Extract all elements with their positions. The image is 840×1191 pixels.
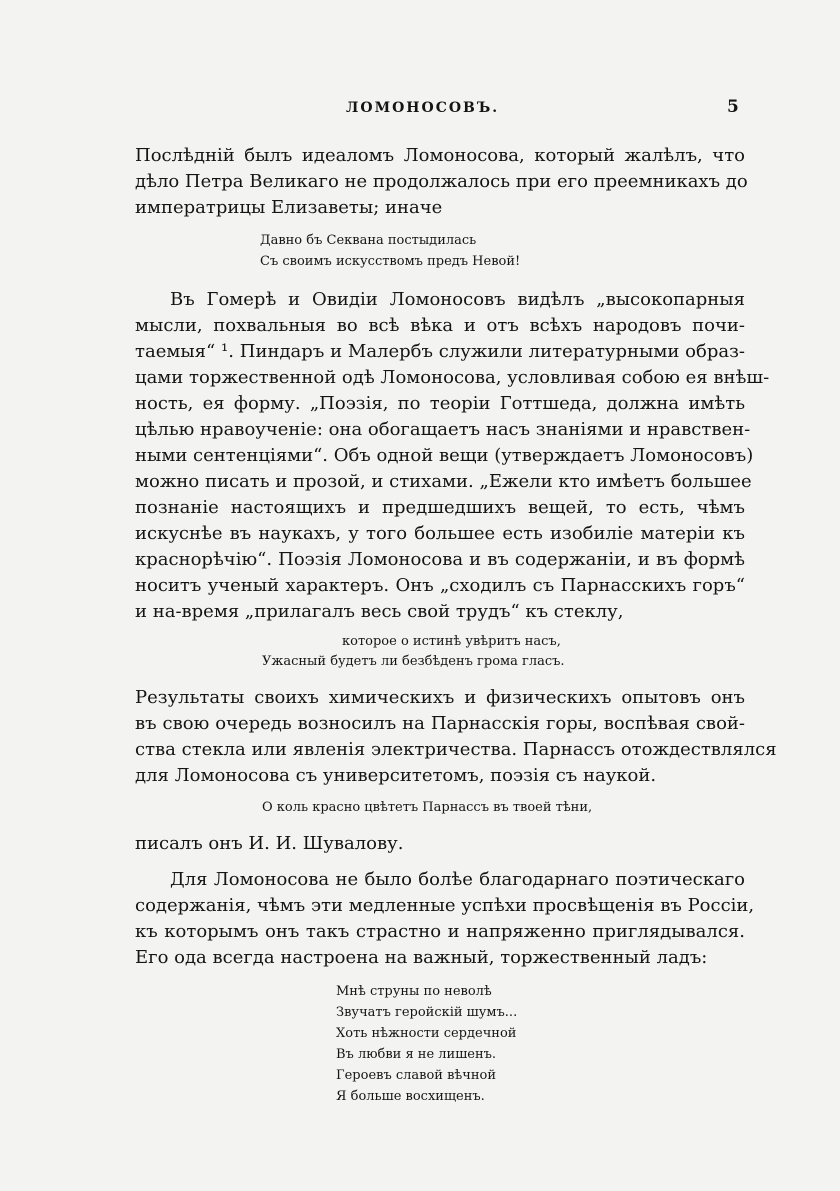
text-line: носитъ ученый характеръ. Онъ „сходилъ съ Парнасскихъ горъ“	[135, 575, 745, 596]
verse-line: Хоть нѣжности сердечной	[336, 1026, 517, 1041]
text-line: мысли, похвальныя во всѣ вѣка и отъ всѣхъ народовъ почи-	[135, 315, 745, 336]
verse-line: О коль красно цвѣтетъ Парнассъ въ твоей тѣни,	[262, 800, 593, 815]
text-line: ными сентенцiями“. Объ одной вещи (утверждаетъ Ломоносовъ)	[135, 445, 754, 466]
text-line: таемыя“ ¹. Пиндаръ и Малербъ служили литературными образ-	[135, 341, 745, 362]
verse-line: Ужасный будетъ ли безбѣденъ грома гласъ.	[262, 654, 565, 669]
text-line: писалъ онъ И. И. Шувалову.	[135, 833, 404, 854]
text-line: дѣло Петра Великаго не продолжалось при его преемникахъ до	[135, 171, 748, 192]
verse-line: Героевъ славой вѣчной	[336, 1068, 497, 1083]
text-line: ства стекла или явленiя электричества. Парнассъ отождествлялся	[135, 739, 777, 760]
text-line: императрицы Елизаветы; иначе	[135, 197, 443, 218]
running-title: ЛОМОНОСОВЪ.	[346, 100, 500, 116]
verse-line: Въ любви я не лишенъ.	[336, 1047, 497, 1062]
text-line: Послѣднiй былъ идеаломъ Ломоносова, который жалѣлъ, что	[135, 145, 745, 166]
text-line: цами торжественной одѣ Ломоносова, условливая собою ея внѣш-	[135, 367, 770, 388]
text-line: ность, ея форму. „Поэзiя, по теорiи Готтшеда, должна имѣть	[135, 393, 745, 414]
verse-line: Мнѣ струны по неволѣ	[336, 984, 492, 999]
verse-line: Давно бъ Секвана постыдилась	[260, 233, 477, 248]
text-line: Для Ломоносова не было болѣе благодарнаго поэтическаго	[170, 869, 745, 890]
text-line: содержанiя, чѣмъ эти медленные успѣхи просвѣщенiя въ Россiи,	[135, 895, 755, 916]
page-number: 5	[727, 97, 739, 117]
text-line: къ которымъ онъ такъ страстно и напряженно приглядывался.	[135, 921, 745, 942]
text-line: въ свою очередь возносилъ на Парнасскiя горы, воспѣвая свой-	[135, 713, 745, 734]
text-line: для Ломоносова съ университетомъ, поэзiя съ наукой.	[135, 765, 657, 786]
text-line: и на-время „прилагалъ весь свой трудъ“ къ стеклу,	[135, 601, 624, 622]
verse-line: Я больше восхищенъ.	[336, 1089, 485, 1104]
text-line: краснорѣчiю“. Поэзiя Ломоносова и въ содержанiи, и въ формѣ	[135, 549, 745, 570]
running-header	[0, 97, 840, 124]
text-line: Результаты своихъ химическихъ и физическихъ опытовъ онъ	[135, 687, 745, 708]
text-line: искуснѣе въ наукахъ, у того большее есть изобилiе матерiи къ	[135, 523, 745, 544]
verse-line: Съ своимъ искусствомъ предъ Невой!	[260, 254, 521, 269]
text-line: Его ода всегда настроена на важный, торжественный ладъ:	[135, 947, 708, 968]
verse-line: которое о истинѣ увѣритъ насъ,	[342, 634, 561, 649]
text-line: Въ Гомерѣ и Овидiи Ломоносовъ видѣлъ „высокопарныя	[170, 289, 745, 310]
text-line: цѣлью нравоученiе: она обогащаетъ насъ знанiями и нравствен-	[135, 419, 751, 440]
text-line: познанiе настоящихъ и предшедшихъ вещей, то есть, чѣмъ	[135, 497, 745, 518]
text-line: можно писать и прозой, и стихами. „Ежели кто имѣетъ большее	[135, 471, 752, 492]
verse-line: Звучатъ геройскiй шумъ...	[336, 1005, 518, 1020]
